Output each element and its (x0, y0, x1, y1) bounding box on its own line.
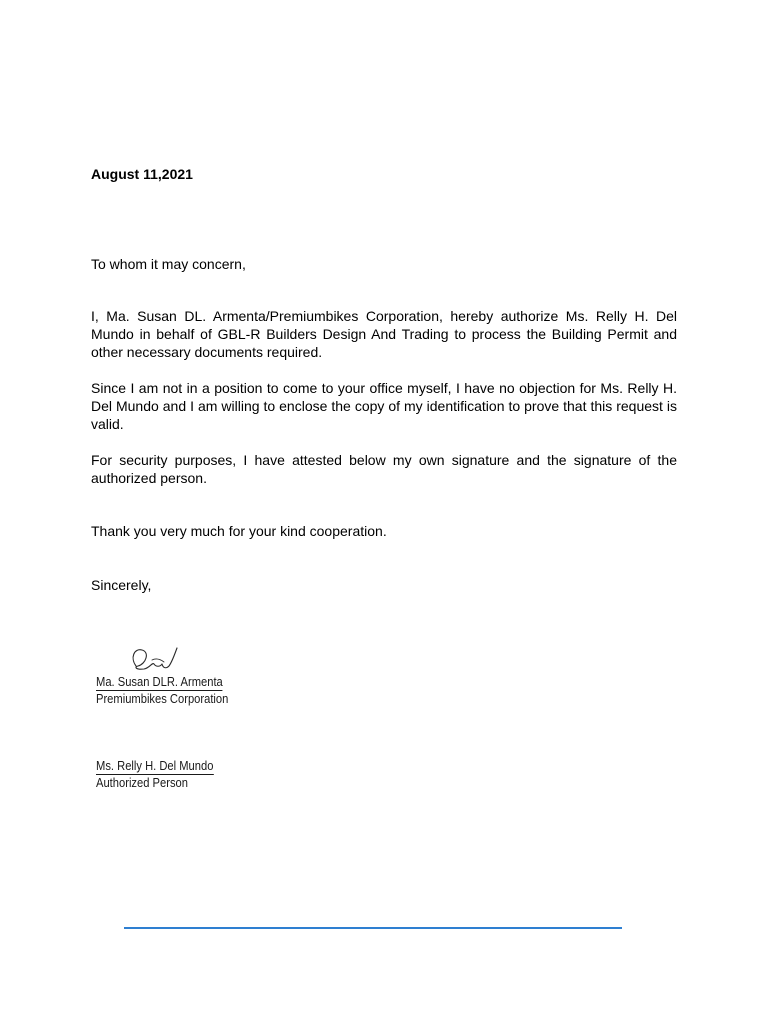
footer-divider (124, 927, 622, 929)
salutation: To whom it may concern, (91, 256, 246, 272)
authorizer-company: Premiumbikes Corporation (96, 691, 229, 706)
signature-block-authorizer (96, 674, 250, 707)
body-paragraph-reason: Since I am not in a position to come to your office myself, I have no objection for Ms. Relly H. Del Mundo and I am willing to enclose the copy of my identification to prove that this request is valid. (91, 380, 677, 432)
thanks-line: Thank you very much for your kind cooperation. (91, 523, 387, 539)
authorizer-name: Ma. Susan DLR. Armenta (96, 674, 223, 689)
authorized-title: Authorized Person (96, 775, 188, 790)
authorized-name: Ms. Relly H. Del Mundo (96, 758, 214, 773)
body-paragraph-security: For security purposes, I have attested below my own signature and the signature of the authorized person. (91, 452, 677, 486)
body-paragraph-authorization: I, Ma. Susan DL. Armenta/Premiumbikes Corporation, hereby authorize Ms. Relly H. Del Mundo in behalf of GBL-R Builders Design And Trading to process the Building Permit and other necessary documents required. (91, 308, 677, 360)
closing-line: Sincerely, (91, 577, 152, 593)
letter-date: August 11,2021 (91, 166, 193, 182)
signature-block-authorized (96, 758, 233, 791)
